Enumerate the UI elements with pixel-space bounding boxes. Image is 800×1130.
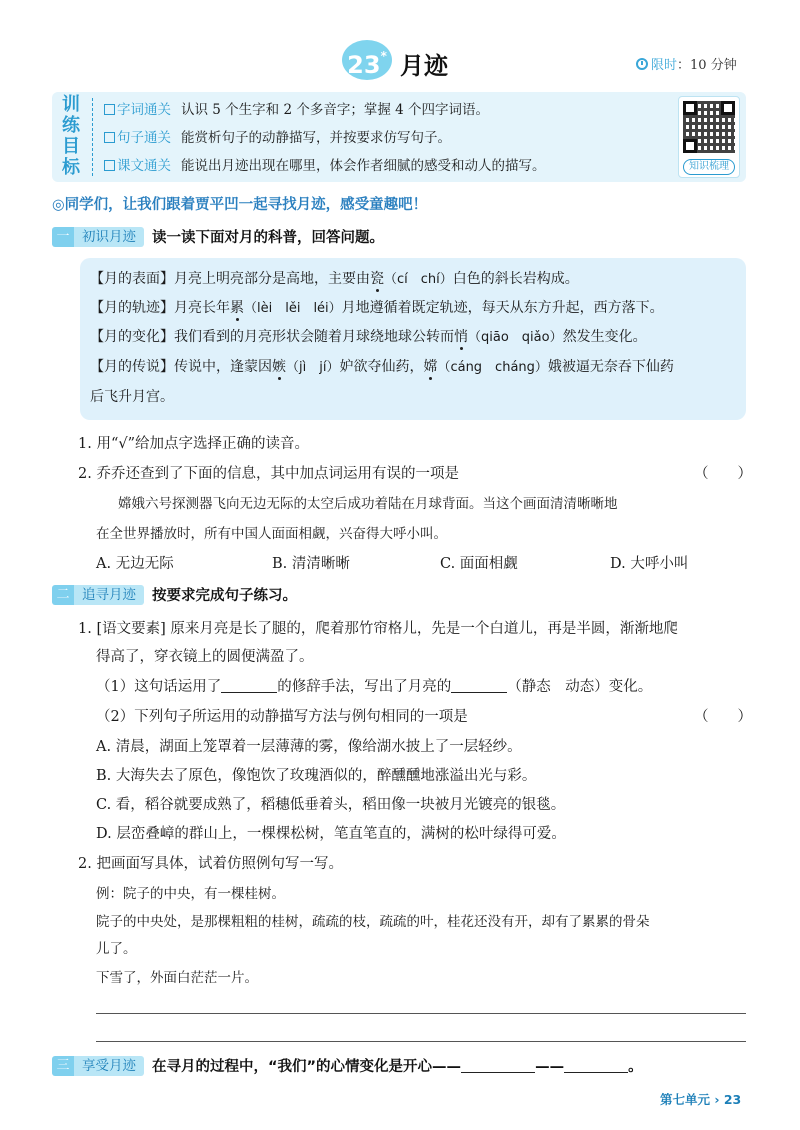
goal-tag-label: 句子通关 — [117, 130, 171, 146]
section-number: 二 — [52, 585, 74, 605]
lesson-number-badge — [342, 40, 392, 80]
reading-paragraph — [90, 356, 674, 376]
question-1-2: 2. 乔乔还查到了下面的信息，其中加点词运用有误的一项是 — [78, 466, 459, 482]
checkbox-icon[interactable] — [104, 104, 115, 115]
answer-blank[interactable] — [451, 679, 507, 693]
goal-text: 认识 5 个生字和 2 个多音字；掌握 4 个四字词语。 — [181, 102, 490, 118]
time-limit-label: 限时 — [651, 58, 678, 73]
checkbox-icon[interactable] — [104, 160, 115, 171]
goals-label-char: 练 — [62, 115, 80, 136]
goals-divider — [92, 98, 93, 176]
time-limit — [636, 54, 737, 73]
question-2-1: 1. [语文要素] 原来月亮是长了腿的，爬着那竹帘格儿，先是一个白道儿，再是半圆，渐渐地爬 — [78, 621, 678, 637]
checkbox-icon[interactable] — [104, 132, 115, 143]
text: 妒欲夺仙药， — [339, 359, 424, 375]
question-1-1: 1. 用“√”给加点字选择正确的读音。 — [78, 436, 310, 452]
text: （1）这句话运用了 — [96, 679, 222, 695]
page-header — [0, 40, 800, 90]
training-goals-box — [52, 92, 746, 182]
qr-label: 知识梳理 — [683, 159, 735, 175]
option-a[interactable]: A. 无边无际 — [96, 556, 174, 572]
answer-blank[interactable] — [461, 1059, 535, 1073]
section-name: 追寻月迹 — [74, 585, 144, 605]
qr-code[interactable] — [678, 96, 740, 178]
option-d[interactable]: D. 大呼小叫 — [610, 556, 689, 572]
time-limit-value: ：10 分钟 — [677, 58, 737, 73]
goals-label — [60, 94, 82, 178]
clock-icon — [636, 58, 648, 70]
dotted-char: 嫉 — [272, 359, 286, 375]
example-label: 例：院子的中央，有一棵桂树。 — [96, 886, 285, 902]
goal-tag — [104, 158, 171, 174]
sub-question-2: （2）下列句子所运用的动静描写方法与例句相同的一项是 — [96, 709, 468, 725]
goal-tag — [104, 102, 171, 118]
text: 【月的表面】月亮上明亮部分是高地，主要由 — [90, 271, 370, 287]
writing-prompt: 下雪了，外面白茫茫一片。 — [96, 970, 258, 986]
dotted-char: 瓷 — [370, 271, 384, 287]
section-name: 享受月迹 — [74, 1056, 144, 1076]
text: 【月的传说】传说中，逢蒙因 — [90, 359, 272, 375]
text: 娥被逼无奈吞下仙药 — [547, 359, 674, 375]
section-name: 初识月迹 — [74, 227, 144, 247]
lesson-star: * — [380, 49, 387, 63]
reading-paragraph — [90, 326, 647, 346]
goals-label-char: 标 — [62, 157, 80, 178]
choice-c[interactable]: C. 看，稻谷就要成熟了，稻穗低垂着头，稻田像一块被月光镀亮的银毯。 — [96, 797, 566, 813]
reading-paragraph — [90, 268, 579, 288]
qr-corner — [721, 101, 735, 115]
text: 在寻月的过程中，“我们”的心情变化是开心—— — [152, 1059, 462, 1075]
intro-text: ◎同学们，让我们跟着贾平凹一起寻找月迹，感受童趣吧！ — [52, 197, 428, 213]
question-2-2: 2. 把画面写具体，试着仿照例句写一写。 — [78, 856, 343, 872]
goal-text: 能赏析句子的动静描写，并按要求仿写句子。 — [181, 130, 451, 146]
dotted-char: 悄 — [454, 329, 468, 345]
qr-corner — [683, 139, 697, 153]
text: （静态 动态）变化。 — [507, 679, 653, 695]
choice-a[interactable]: A. 清晨，湖面上笼罩着一层薄薄的雾，像给湖水披上了一层轻纱。 — [96, 739, 522, 755]
goal-row — [104, 154, 546, 176]
pinyin-options[interactable]: （lèi lěi léi） — [244, 301, 342, 316]
section-instruction: 按要求完成句子练习。 — [152, 588, 297, 604]
text: 月地遵循着既定轨迹，每天从东方升起，西方落下。 — [341, 300, 664, 316]
text: 的修辞手法，写出了月亮的 — [277, 679, 452, 695]
section-number: 三 — [52, 1056, 74, 1076]
answer-paren[interactable]: （ ） — [694, 709, 752, 725]
section-2-header — [52, 584, 297, 608]
section-3-header — [52, 1055, 643, 1079]
text: 白色的斜长岩构成。 — [452, 271, 579, 287]
pinyin-options[interactable]: （jì jí） — [286, 360, 340, 375]
lesson-title: 月迹 — [400, 52, 448, 80]
reading-box — [80, 258, 746, 420]
dotted-char: 累 — [230, 300, 244, 316]
section-1-header — [52, 226, 384, 250]
answer-line[interactable] — [96, 1013, 746, 1014]
lesson-number: 23 — [347, 51, 381, 79]
text: 。 — [628, 1059, 643, 1075]
text: 【月的轨迹】月亮长年 — [90, 300, 230, 316]
sub-question-1 — [96, 675, 652, 696]
answer-blank[interactable] — [221, 679, 277, 693]
answer-line[interactable] — [96, 1041, 746, 1042]
section-instruction: 读一读下面对月的科普，回答问题。 — [152, 230, 384, 246]
example-text: 院子的中央处，是那棵粗粗的桂树，疏疏的枝，疏疏的叶，桂花还没有开，却有了累累的骨朵 — [96, 914, 650, 930]
goal-row — [104, 126, 451, 148]
question-text: 嫦娥六号探测器飞向无边无际的太空后成功着陆在月球背面。当这个画面清清晰晰地 — [118, 496, 618, 512]
choice-b[interactable]: B. 大海失去了原色，像饱饮了玫瑰酒似的，醉醺醺地涨溢出光与彩。 — [96, 768, 537, 784]
goal-text: 能说出月迹出现在哪里，体会作者细腻的感受和动人的描写。 — [181, 158, 546, 174]
goal-tag-label: 字词通关 — [117, 102, 171, 118]
text: 然发生变化。 — [562, 329, 647, 345]
text: —— — [535, 1059, 565, 1075]
goal-row — [104, 98, 489, 120]
pinyin-options[interactable]: （qiāo qiǎo） — [468, 330, 563, 345]
text: 【月的变化】我们看到的月亮形状会随着月球绕地球公转而 — [90, 329, 454, 345]
answer-paren[interactable]: （ ） — [694, 466, 752, 482]
choice-d[interactable]: D. 层峦叠嶂的群山上，一棵棵松树，笔直笔直的，满树的松叶绿得可爱。 — [96, 826, 566, 842]
question-text: 在全世界播放时，所有中国人面面相觑，兴奋得大呼小叫。 — [96, 526, 447, 542]
example-text: 儿了。 — [96, 941, 137, 957]
question-text: 得高了，穿衣镜上的圆便满盈了。 — [96, 649, 314, 665]
qr-corner — [683, 101, 697, 115]
dotted-char: 嫦 — [423, 359, 438, 375]
section-number: 一 — [52, 227, 74, 247]
reading-paragraph — [90, 297, 664, 317]
section-instruction — [152, 1055, 643, 1076]
goal-tag — [104, 130, 171, 146]
pinyin-options[interactable]: （cí chí） — [384, 272, 453, 287]
pinyin-options[interactable]: （cáng cháng） — [437, 360, 548, 375]
page-footer: 第七单元 › 23 — [660, 1092, 742, 1107]
reading-paragraph: 后飞升月宫。 — [90, 389, 174, 405]
goals-label-char: 目 — [62, 136, 80, 157]
option-b[interactable]: B. 清清晰晰 — [272, 556, 350, 572]
goal-tag-label: 课文通关 — [117, 158, 171, 174]
goals-label-char: 训 — [62, 94, 80, 115]
answer-blank[interactable] — [564, 1059, 628, 1073]
option-c[interactable]: C. 面面相觑 — [440, 556, 518, 572]
